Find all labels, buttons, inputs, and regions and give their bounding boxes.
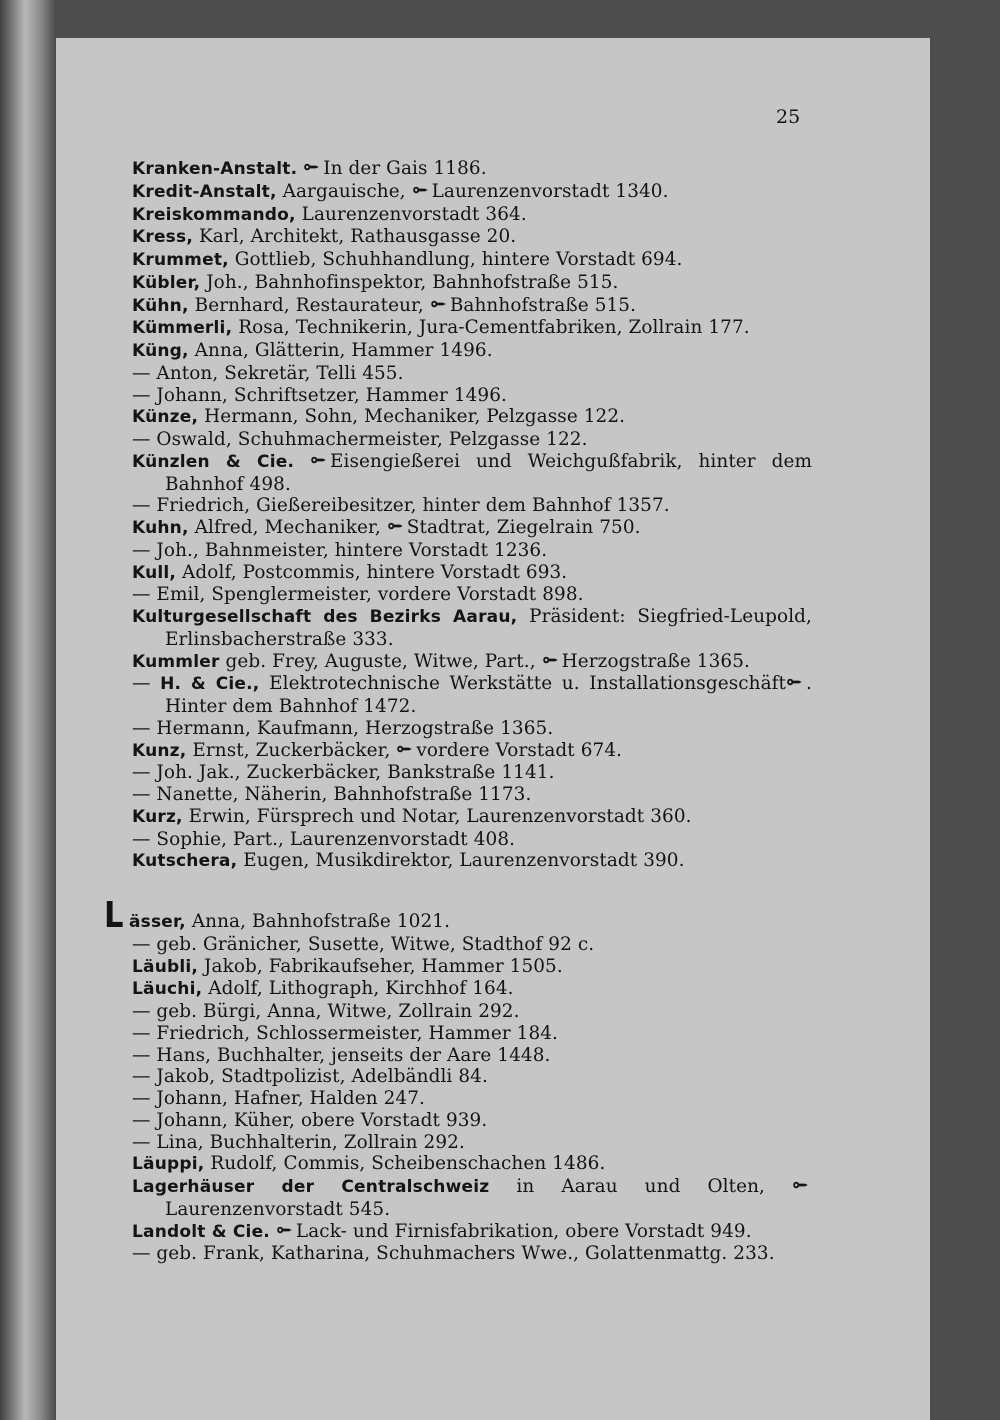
entry-name: Kull, — [132, 562, 177, 583]
directory-entry — [132, 1132, 812, 1154]
entry-text: Bahnhofstraße 515. — [449, 294, 637, 316]
directory-entry — [132, 584, 812, 606]
directory-entry — [132, 1001, 812, 1023]
directory-entry — [132, 363, 812, 385]
directory-entry — [132, 340, 812, 363]
entry-name: ässer, — [129, 912, 186, 932]
entry-text: Joh., Bahnhofinspektor, Bahnhofstraße 515. — [206, 271, 619, 293]
entry-name: Kurz, — [132, 806, 183, 827]
entry-name: Läuchi, — [132, 979, 203, 1000]
entry-name: Kübler, — [132, 272, 201, 293]
entry-text: Laurenzenvorstadt 364. — [301, 203, 527, 225]
entry-text: Karl, Architekt, Rathausgasse 20. — [198, 226, 517, 248]
entry-text: Laurenzenvorstadt 1340. — [431, 180, 669, 202]
directory-entry — [132, 673, 812, 718]
entry-name: Kümmerli, — [132, 318, 233, 339]
entry-name: Künze, — [132, 407, 199, 428]
entry-text: Präsident: Siegfried-Leupold, Erlinsbacherstraße 333. — [165, 606, 812, 650]
section-k — [132, 158, 812, 873]
entry-name: Kredit-Anstalt, — [132, 181, 277, 202]
directory-entry — [132, 317, 822, 340]
directory-entry — [132, 295, 812, 318]
entry-name: Läuppi, — [132, 1154, 205, 1175]
entry-name: Kreiskommando, — [132, 204, 296, 225]
entry-text: Anna, Glätterin, Hammer 1496. — [194, 340, 493, 361]
entry-text: Rosa, Technikerin, Jura-Cementfabriken, Zollrain 177. — [238, 317, 750, 339]
entry-text: — geb. Frank, Katharina, Schuhmachers Wwe., Golattenmattg. 233. — [132, 1243, 775, 1265]
entry-text: — Emil, Spenglermeister, vordere Vorstadt 898. — [132, 584, 584, 606]
directory-entry — [132, 451, 812, 496]
directory-entry — [132, 158, 812, 181]
entry-name: Kranken-Anstalt. — [132, 159, 298, 179]
entry-dash: — — [132, 673, 151, 695]
entry-name: Künzlen & Cie. — [132, 451, 295, 472]
telephone-icon — [431, 300, 446, 308]
entry-text: — Nanette, Näherin, Bahnhofstraße 1173. — [132, 784, 532, 805]
entry-prefix: Bernhard, Restaurateur, — [194, 294, 424, 316]
directory-entry — [132, 1243, 812, 1265]
entry-prefix: geb. Frey, Auguste, Witwe, Part., — [225, 650, 536, 672]
entry-text: — Johann, Schriftsetzer, Hammer 1496. — [132, 384, 507, 406]
directory-entry — [132, 385, 812, 407]
entry-text: Stadtrat, Ziegelrain 750. — [406, 517, 641, 538]
entry-text: — Joh. Jak., Zuckerbäcker, Bankstraße 1141. — [132, 762, 555, 784]
entry-name: Kulturgesellschaft des Bezirks Aarau, — [132, 607, 518, 627]
telephone-icon — [787, 678, 802, 686]
telephone-icon — [304, 163, 319, 171]
entry-name: Landolt & Cie. — [132, 1221, 270, 1242]
directory-entry — [132, 562, 812, 585]
directory-entry — [132, 740, 812, 763]
telephone-icon — [543, 656, 558, 664]
directory-entry — [132, 1153, 812, 1176]
directory-entry: Lässer, Anna, Bahnhofstraße 1021. — [103, 895, 451, 936]
entry-name: Kummler — [132, 651, 220, 672]
directory-entry — [132, 272, 812, 295]
entry-text: In der Gais 1186. — [323, 158, 487, 179]
directory-entries — [103, 158, 812, 1265]
page-number: 25 — [776, 106, 801, 128]
entry-text: — Friedrich, Gießereibesitzer, hinter dem Bahnhof 1357. — [132, 495, 670, 517]
entry-name: Lagerhäuser der Centralschweiz — [132, 1177, 490, 1197]
directory-entry — [132, 495, 812, 517]
directory-entry — [132, 181, 812, 204]
entry-text: Laurenzenvorstadt 545. — [165, 1198, 391, 1220]
directory-entry — [132, 850, 812, 873]
entry-name: Kühn, — [132, 295, 189, 316]
entry-name: Läubli, — [132, 956, 199, 977]
entry-text: Adolf, Lithograph, Kirchhof 164. — [208, 978, 514, 1000]
entry-name: Küng, — [132, 341, 189, 361]
telephone-icon — [793, 1181, 808, 1189]
directory-entry — [132, 978, 812, 1001]
directory-entry — [132, 784, 812, 806]
directory-entry — [132, 406, 812, 429]
entry-text: — Johann, Hafner, Halden 247. — [132, 1088, 425, 1109]
entry-text: vordere Vorstadt 674. — [416, 739, 623, 761]
entry-text: — Friedrich, Schlossermeister, Hammer 184. — [132, 1022, 559, 1044]
directory-entry — [132, 540, 812, 562]
entry-text: Gottlieb, Schuhhandlung, hintere Vorstadt 694. — [234, 249, 683, 270]
telephone-icon — [413, 186, 428, 194]
directory-entry — [132, 1045, 812, 1067]
entry-text: — geb. Bürgi, Anna, Witwe, Zollrain 292. — [132, 1001, 520, 1022]
directory-entry — [132, 829, 812, 851]
directory-entry — [132, 718, 812, 740]
directory-entry — [132, 956, 812, 979]
telephone-icon — [277, 1226, 292, 1234]
entry-text: Anna, Bahnhofstraße 1021. — [191, 911, 451, 932]
directory-entry — [132, 429, 812, 451]
entry-text: — Hans, Buchhalter, jenseits der Aare 1448. — [132, 1044, 551, 1066]
directory-entry — [132, 1023, 812, 1045]
entry-text: — Lina, Buchhalterin, Zollrain 292. — [132, 1131, 465, 1153]
entry-prefix: Aargauische, — [282, 180, 406, 202]
directory-entry — [132, 934, 812, 956]
entry-prefix: Ernst, Zuckerbäcker, — [192, 739, 391, 761]
entry-name: Kunz, — [132, 740, 187, 761]
directory-entry — [132, 606, 812, 651]
entry-text: Jakob, Fabrikaufseher, Hammer 1505. — [204, 955, 563, 977]
directory-entry — [132, 1088, 812, 1110]
section-gap — [132, 873, 812, 905]
book-binding-edge — [0, 0, 56, 1420]
entry-text: Eisengießerei und Weichgußfabrik, hinter dem Bahnhof 498. — [165, 450, 812, 495]
telephone-icon — [388, 522, 403, 530]
entry-text: Hermann, Sohn, Mechaniker, Pelzgasse 122. — [204, 406, 626, 428]
entry-text: Eugen, Musikdirektor, Laurenzenvorstadt 390. — [243, 850, 685, 872]
entry-prefix: in Aarau und Olten, — [516, 1176, 765, 1197]
directory-entry — [132, 1066, 812, 1088]
entry-text: Elektrotechnische Werkstätte u. Installationsgeschäft — [269, 673, 787, 695]
directory-entry — [132, 1221, 812, 1244]
directory-entry — [132, 204, 812, 227]
directory-entry — [132, 1110, 812, 1132]
entry-text: Herzogstraße 1365. — [561, 650, 750, 672]
entry-text: — Joh., Bahnmeister, hintere Vorstadt 1236. — [132, 539, 548, 561]
entry-name: Kuhn, — [132, 518, 189, 538]
entry-name: Krummet, — [132, 250, 229, 270]
entry-text: — geb. Gränicher, Susette, Witwe, Stadthof 92 c. — [132, 933, 595, 955]
entry-text: — Anton, Sekretär, Telli 455. — [132, 362, 404, 384]
entry-name: Kutschera, — [132, 851, 238, 872]
telephone-icon — [397, 745, 412, 753]
entry-text: Erwin, Fürsprech und Notar, Laurenzenvorstadt 360. — [188, 805, 692, 827]
entry-text: — Sophie, Part., Laurenzenvorstadt 408. — [132, 828, 516, 850]
entry-text: Rudolf, Commis, Scheibenschachen 1486. — [210, 1153, 606, 1175]
directory-entry — [132, 1176, 812, 1221]
entry-prefix: Alfred, Mechaniker, — [194, 517, 381, 538]
entry-text: — Johann, Küher, obere Vorstadt 939. — [132, 1109, 488, 1131]
entry-text: Lack- und Firnisfabrikation, obere Vorstadt 949. — [295, 1220, 752, 1242]
directory-entry — [132, 226, 812, 249]
telephone-icon — [311, 456, 326, 464]
directory-entry — [132, 762, 812, 784]
directory-entry — [132, 249, 812, 272]
directory-entry — [132, 806, 812, 829]
directory-entry — [132, 651, 812, 674]
entry-text: — Jakob, Stadtpolizist, Adelbändli 84. — [132, 1066, 488, 1088]
directory-page — [56, 38, 930, 1420]
directory-entry — [132, 517, 812, 540]
entry-name: Kress, — [132, 227, 193, 248]
section-l — [103, 895, 812, 1265]
entry-suffix: . Hinter dem Bahnhof 1472. — [165, 673, 812, 717]
entry-text: — Oswald, Schuhmachermeister, Pelzgasse 122. — [132, 429, 588, 450]
entry-text: — Hermann, Kaufmann, Herzogstraße 1365. — [132, 717, 554, 739]
entry-text: Adolf, Postcommis, hintere Vorstadt 693. — [182, 561, 568, 583]
entry-name: H. & Cie., — [160, 674, 260, 695]
